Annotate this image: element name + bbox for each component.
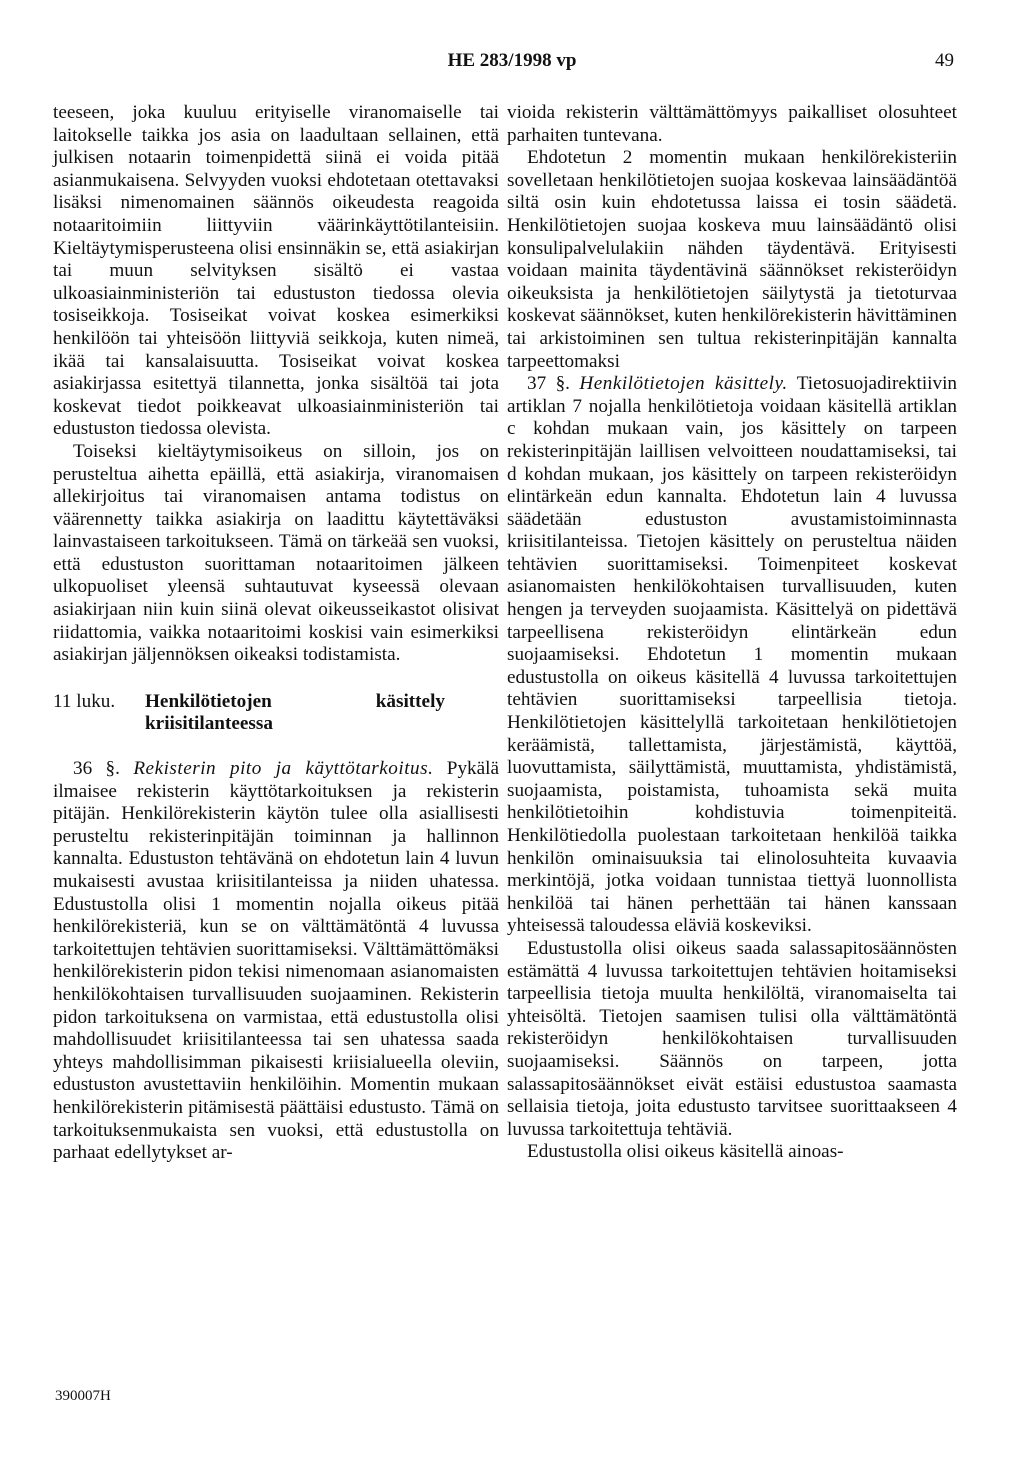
section-paragraph bbox=[53, 758, 499, 1165]
section-number: 37 §. bbox=[527, 373, 570, 395]
paragraph: Edustustolla olisi oikeus käsitellä ainoas- bbox=[527, 1141, 844, 1163]
paragraph: Ehdotetun 2 momentin mukaan henkilörekisteriin sovelletaan henkilötietojen suojaa koskevaa lainsäädäntöä siltä osin kuin ehdotetussa laissa ei tosin säädetä. Henkilötietojen suojaa koskeva muu lainsäädäntö olisi konsulipalvelulakiin nähden täydentävä. Erityisesti voidaan mainita täydentävinä säännökset rekisteröidyn oikeuksista ja henkilötietojen säilytystä ja tietoturvaa koskevat säännökset, kuten henkilörekisterin hävittäminen tai arkistoiminen sen tultua rekisterinpitäjän kannalta tarpeettomaksi bbox=[507, 147, 957, 372]
document-title: HE 283/1998 vp bbox=[447, 50, 577, 71]
running-header bbox=[0, 50, 1024, 80]
print-code: 390007H bbox=[55, 1388, 111, 1404]
chapter-heading bbox=[53, 691, 499, 736]
paragraph: teeseen, joka kuuluu erityiselle viranomaiselle tai laitokselle taikka jos asia on laadultaan sellainen, että julkisen notaarin toimenpidettä siinä ei voida pitää asianmukaisena. Selvyyden vuoksi ehdotetaan otettavaksi lisäksi nimenomainen säännös oikeudesta reagoida notaaritoimiin liittyviin väärinkäyttötilanteisiin. Kieltäytymisperusteena olisi ensinnäkin se, että asiakirjan tai muun selvityksen sisältö ei vastaa ulkoasiainministeriön tai edustuston tiedossa olevia tosiseikkoja. Tosiseikat voivat koskea esimerkiksi henkilöön tai yhteisöön liittyviä seikkoja, kuten nimeä, ikää tai kansalaisuutta. Tosiseikat voivat koskea asiakirjassa esitettyä tilannetta, jonka sisältöä tai jota koskevat tiedot poikkeavat ulkoasiainministeriön tai edustuston tiedossa olevista. bbox=[53, 102, 499, 440]
page-number: 49 bbox=[935, 50, 954, 71]
chapter-title: Henkilötietojen käsittely kriisitilanteessa bbox=[145, 690, 445, 735]
paragraph: Toiseksi kieltäytymisoikeus on silloin, jos on perusteltua aihetta epäillä, että asiakirja, viranomaisen allekirjoitus tai viranomaisen antama todistus on väärennetty taikka asiakirja on laadittu käytettäväksi lainvastaiseen tarkoitukseen. Tämä on tärkeää sen vuoksi, että edustuston suorittaman notaaritoimen jälkeen ulkopuoliset yleensä suhtautuvat kyseessä olevaan asiakirjaan niin kuin siinä olevat oikeusseikastot olisivat riidattomia, vaikka notaaritoimi koskisi vain esimerkiksi asiakirjan jäljennöksen oikeaksi todistamista. bbox=[53, 440, 499, 666]
right-column bbox=[507, 102, 957, 1164]
section-text: Tietosuojadirektiivin artiklan 7 nojalla henkilötietoja voidaan käsitellä artiklan c kohdan mukaan vain, jos käsittely on tarpeen rekisterinpitäjän laillisen velvoitteen noudattamiseksi, tai d kohdan mukaan, jos käsittely on tarpeen rekisteröidyn elintärkeän edun kannalta. Ehdotetun lain 4 luvussa säädetään edustuston avustamistoiminnasta kriisitilanteissa. Tietojen käsittely on perusteltua näiden tehtävien suorittamiseksi. Toimenpiteet koskevat asianomaisten henkilökohtaisen turvallisuuden, kuten hengen ja terveyden suojaamista. Käsittelyä on pidettävä tarpeellisena rekisteröidyn elintärkeän edun suojaamiseksi. Ehdotetun 1 momentin mukaan edustustolla on oikeus käsitellä 4 luvussa tarkoitettujen tehtävien suorittamiseksi tarpeellisia tietoja. Henkilötietojen käsittelyllä tarkoitetaan henkilötietojen keräämistä, tallettamista, järjestämistä, käyttöä, luovuttamista, säilyttämistä, muuttamista, yhdistämistä, suojaamista, poistamista, tuhoamista sekä muita henkilötietoihin kohdistuvia toimenpiteitä. Henkilötiedolla puolestaan tarkoitetaan henkilöä taikka henkilön ominaisuuksia tai elinolosuhteita kuvaavia merkintöjä, jotka voidaan tunnistaa tiettyä luonnollista henkilöä tai hänen perhettään tai hänen kanssaan yhteisessä taloudessa eläviä koskeviksi. bbox=[507, 373, 958, 937]
section-paragraph bbox=[507, 373, 957, 938]
paragraph: Edustustolla olisi oikeus saada salassapitosäännösten estämättä 4 luvussa tarkoitettujen tehtävien hoitamiseksi tarpeellisia tietoja muulta henkilöltä, viranomaiselta tai yhteisöltä. Tietojen saamisen tulisi olla välttämätöntä rekisteröidyn henkilökohtaisen turvallisuuden suojaamiseksi. Säännös on tarpeen, jotta salassapitosäännökset eivät estäisi edustustoa saamasta sellaisia tietoja, joita edustusto tarvitsee suorittaakseen 4 luvussa tarkoitettuja tehtäviä. bbox=[507, 937, 957, 1140]
section-title: Rekisterin pito ja käyttötarkoitus. bbox=[133, 758, 434, 780]
section-title: Henkilötietojen käsittely. bbox=[579, 373, 788, 395]
left-column bbox=[53, 102, 499, 1165]
chapter-number: 11 luku. bbox=[53, 690, 116, 712]
section-number: 36 §. bbox=[73, 758, 120, 780]
section-text: Pykälä ilmaisee rekisterin käyttötarkoituksen ja rekisterin pitäjän. Henkilörekisterin käytön tulee olla asiallisesti perusteltu rekisterinpitäjän toiminnan ja hallinnon kannalta. Edustuston tehtävänä on ehdotetun lain 4 luvun mukaisesti avustaa kriisitilanteissa ja niiden uhatessa. Edustustolla olisi 1 momentin nojalla oikeus pitää henkilörekisteriä, kun se on välttämätöntä 4 luvussa tarkoitettujen tehtävien suorittamiseksi. Välttämättömäksi henkilörekisterin pidon tekisi nimenomaan asianomaisten henkilökohtaisen turvallisuuden suojaaminen. Rekisterin pidon tarkoituksena on varmistaa, että edustustolla olisi mahdollisuudet kriisitilanteessa tai sen uhatessa saada yhteys mahdollisimman pikaisesti kriisialueella oleviin, edustuston avustettaviin henkilöihin. Momentin mukaan henkilörekisterin pitämisestä päättäisi edustusto. Tämä on tarkoituksenmukaista sen vuoksi, että edustustolla on parhaat edellytykset ar- bbox=[53, 758, 500, 1164]
paragraph: vioida rekisterin välttämättömyys paikalliset olosuhteet parhaiten tuntevana. bbox=[507, 102, 957, 146]
